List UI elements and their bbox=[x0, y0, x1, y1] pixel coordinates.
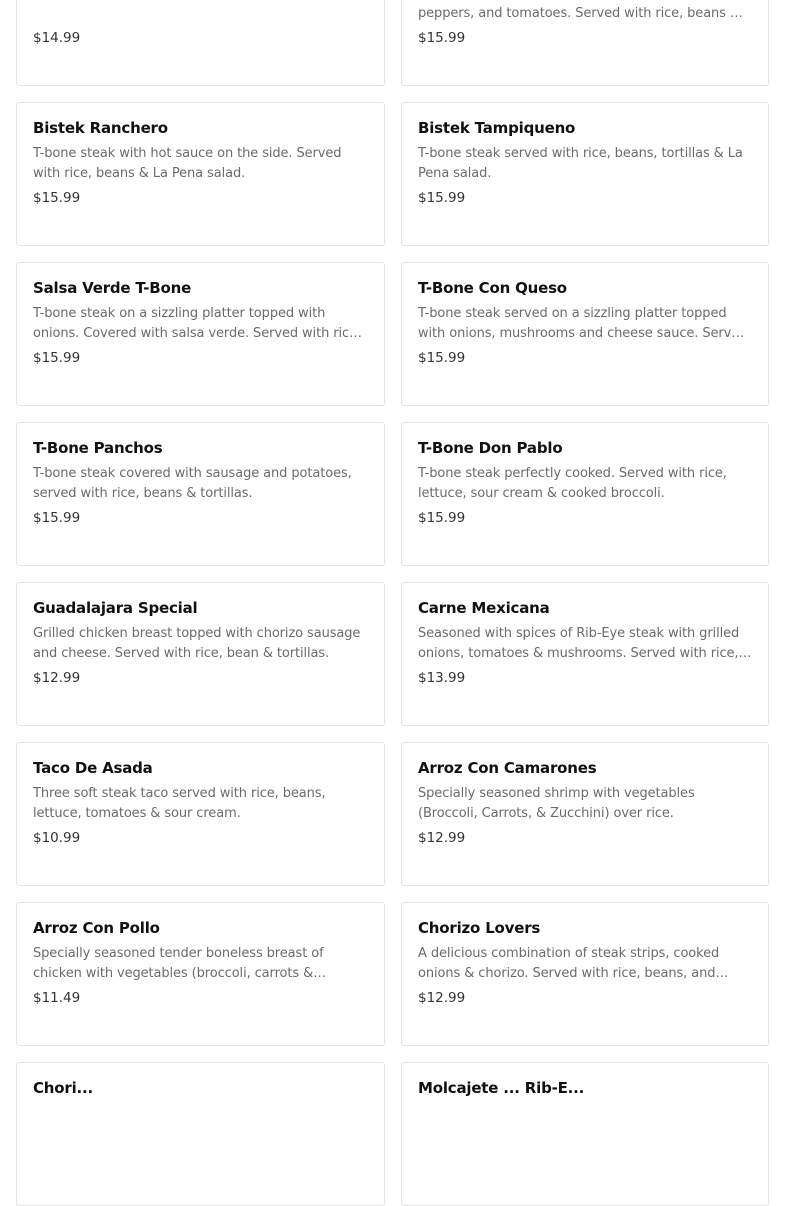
item-description: T-bone steak perfectly cooked. Served with rice, lettuce, sour cream & cooked broccoli. bbox=[418, 466, 727, 501]
item-price: $15.99 bbox=[33, 350, 81, 366]
item-description: T-bone steak on a sizzling platter topped with onions. Covered with salsa verde. Served with rice, bbox=[33, 306, 361, 341]
item-price: $12.99 bbox=[33, 670, 81, 686]
menu-item-card[interactable] bbox=[401, 262, 769, 406]
item-description: peppers, and tomatoes. Served with rice, beans & bbox=[418, 6, 740, 21]
item-description: T-bone steak served on a sizzling platter topped with onions, mushrooms and cheese sauce. Served bbox=[418, 306, 748, 341]
item-description: T-bone steak served with rice, beans, tortillas & La Pena salad. bbox=[418, 146, 743, 181]
menu-item-card[interactable] bbox=[16, 0, 385, 86]
item-description: T-bone steak covered with sausage and potatoes, served with rice, beans & tortillas. bbox=[33, 466, 352, 501]
item-name: Carne Mexicana bbox=[418, 599, 550, 617]
item-description: T-bone steak with hot sauce on the side. Served with rice, beans & La Pena salad. bbox=[33, 146, 342, 181]
item-name: Taco De Asada bbox=[33, 759, 153, 777]
item-name: T-Bone Con Queso bbox=[418, 279, 567, 297]
item-name: Molcajete ... Rib-E... bbox=[418, 1079, 585, 1097]
item-price: $15.99 bbox=[33, 510, 81, 526]
item-price: $10.99 bbox=[33, 830, 81, 846]
menu-grid bbox=[16, 0, 769, 1206]
item-name: Chorizo Lovers bbox=[418, 919, 541, 937]
menu-item-card[interactable] bbox=[16, 422, 385, 566]
item-name: Chori... bbox=[33, 1079, 94, 1097]
item-name: Bistek Ranchero bbox=[33, 119, 168, 137]
item-name: Guadalajara Special bbox=[33, 599, 198, 617]
menu-item-card[interactable] bbox=[16, 582, 385, 726]
menu-item-card[interactable] bbox=[16, 742, 385, 886]
item-name: Arroz Con Pollo bbox=[33, 919, 160, 937]
item-name: Arroz Con Camarones bbox=[418, 759, 597, 777]
menu-item-card[interactable] bbox=[401, 902, 769, 1046]
item-description: Grilled chicken breast topped with chorizo sausage and cheese. Served with rice, bean & tortillas. bbox=[33, 626, 361, 661]
item-price: $15.99 bbox=[418, 190, 466, 206]
item-name: Salsa Verde T-Bone bbox=[33, 279, 192, 297]
item-price: $15.99 bbox=[418, 350, 466, 366]
item-description: Specially seasoned shrimp with vegetables (Broccoli, Carrots, & Zucchini) over rice. bbox=[418, 786, 695, 821]
item-price: $15.99 bbox=[33, 190, 81, 206]
item-price: $11.49 bbox=[33, 990, 81, 1006]
menu-item-card[interactable] bbox=[401, 1062, 769, 1206]
item-name: Bistek Tampiqueno bbox=[418, 119, 576, 137]
menu-item-card[interactable] bbox=[401, 742, 769, 886]
item-description bbox=[33, 1104, 368, 1144]
menu-item-card[interactable] bbox=[401, 582, 769, 726]
item-price: $13.99 bbox=[418, 670, 466, 686]
item-price: $12.99 bbox=[418, 990, 466, 1006]
menu-item-card[interactable] bbox=[401, 422, 769, 566]
item-price: $14.99 bbox=[33, 30, 81, 46]
item-description: Three soft steak taco served with rice, beans, lettuce, tomatoes & sour cream. bbox=[33, 786, 326, 821]
item-description: Specially seasoned tender boneless breast of chicken with vegetables (broccoli, carrots & bbox=[33, 946, 324, 981]
menu-item-card[interactable] bbox=[401, 0, 769, 86]
menu-item-card[interactable] bbox=[16, 262, 385, 406]
item-price: $15.99 bbox=[418, 30, 466, 46]
item-description bbox=[418, 1104, 752, 1144]
item-name: T-Bone Panchos bbox=[33, 439, 163, 457]
item-price: $15.99 bbox=[418, 510, 466, 526]
item-description: Seasoned with spices of Rib-Eye steak with grilled onions, tomatoes & mushrooms. Served with rice, bbox=[418, 626, 740, 661]
item-name: T-Bone Don Pablo bbox=[418, 439, 563, 457]
menu-item-card[interactable] bbox=[16, 902, 385, 1046]
menu-item-card[interactable] bbox=[16, 102, 385, 246]
menu-item-card[interactable] bbox=[401, 102, 769, 246]
item-price: $12.99 bbox=[418, 830, 466, 846]
menu-item-card[interactable] bbox=[16, 1062, 385, 1206]
item-description bbox=[33, 0, 368, 24]
item-description: A delicious combination of steak strips, cooked onions & chorizo. Served with rice, beans, and bbox=[418, 946, 720, 981]
